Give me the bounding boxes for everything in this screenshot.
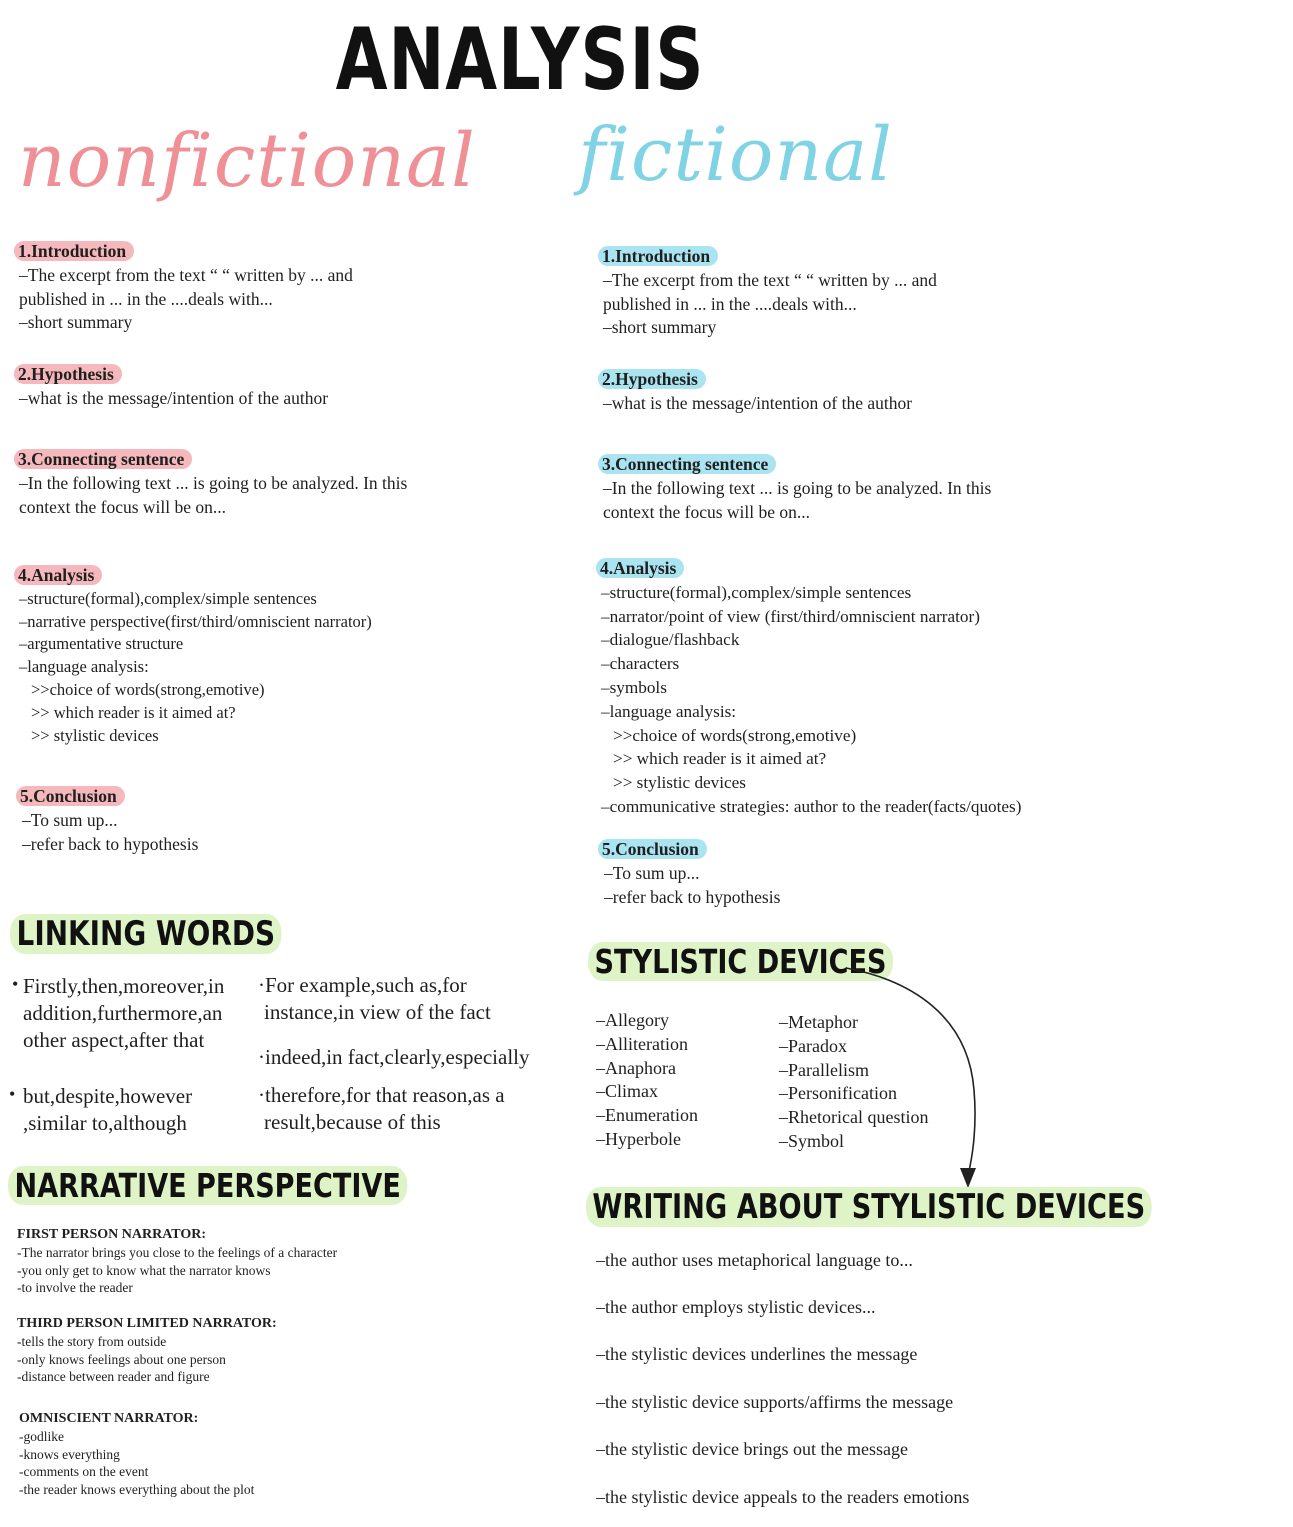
stylistic-devices-col1: [596, 1009, 698, 1152]
text-line: –short summary: [603, 317, 717, 338]
fic-introduction: [598, 245, 937, 340]
text-line: –In the following text ... is going to be analyzed. In this: [603, 477, 992, 498]
fic-hypothesis: [598, 368, 912, 416]
text-line: –refer back to hypothesis: [604, 886, 781, 907]
writing-about-title: WRITING ABOUT STYLISTIC DEVICES: [586, 1187, 1152, 1227]
text-line: –language analysis:: [19, 657, 149, 677]
section-label: 1.Introduction: [598, 246, 718, 266]
nonfictional-heading: nonfictional: [18, 118, 476, 204]
text-line: >>choice of words(strong,emotive): [613, 725, 857, 745]
device-item: –Parallelism: [779, 1059, 869, 1080]
device-item: –Symbol: [779, 1130, 845, 1151]
linking-group: [12, 973, 252, 1054]
nonfic-introduction: [14, 240, 353, 335]
fic-connecting-sentence: [598, 453, 991, 524]
text-line: >> which reader is it aimed at?: [31, 702, 236, 722]
text-line: addition,furthermore,an: [23, 1001, 223, 1025]
device-item: –Rhetorical question: [779, 1107, 929, 1128]
text-line: –the stylistic device brings out the message: [596, 1439, 908, 1459]
nonfic-connecting-sentence: [14, 448, 407, 519]
text-line: -comments on the event: [19, 1464, 149, 1480]
device-item: –Enumeration: [596, 1105, 698, 1126]
text-line: –the author employs stylistic devices...: [596, 1297, 876, 1317]
nonfic-hypothesis: [14, 363, 328, 411]
linking-words-col2: [258, 972, 558, 1136]
linking-words-col1: [9, 973, 252, 1137]
stylistic-devices-title: STYLISTIC DEVICES: [588, 942, 893, 981]
bullet: •: [9, 1084, 16, 1104]
text-line: -the reader knows everything about the plot: [19, 1482, 255, 1498]
writing-about-title-wrap: [586, 1187, 1293, 1227]
text-line: –The excerpt from the text “ “ written by ... and: [19, 264, 353, 285]
linking-group: [258, 1044, 558, 1071]
page-title: ANALYSIS: [335, 10, 705, 110]
fic-analysis: [596, 557, 1021, 819]
text-line: -distance between reader and figure: [17, 1369, 210, 1385]
text-line: –narrative perspective(first/third/omniscient narrator): [19, 611, 372, 631]
section-label: 5.Conclusion: [598, 839, 707, 859]
text-line: published in ... in the ....deals with...: [19, 288, 273, 309]
text-line: ,similar to,although: [23, 1111, 187, 1135]
section-label: 4.Analysis: [596, 558, 684, 578]
section-label: 2.Hypothesis: [598, 369, 706, 389]
text-line: >> stylistic devices: [613, 773, 746, 793]
narrative-perspective-title: NARRATIVE PERSPECTIVE: [8, 1166, 407, 1205]
narrative-perspective-title-wrap: [8, 1166, 495, 1205]
text-line: -knows everything: [19, 1446, 120, 1462]
text-line: ·indeed,in fact,clearly,especially: [258, 1045, 530, 1069]
text-line: –what is the message/intention of the author: [603, 392, 913, 413]
fictional-heading: fictional: [578, 112, 893, 198]
text-line: –the stylistic devices underlines the message: [596, 1344, 918, 1364]
device-item: –Metaphor: [779, 1012, 858, 1032]
text-line: >> which reader is it aimed at?: [613, 749, 827, 769]
text-line: –communicative strategies: author to the reader(facts/quotes): [601, 796, 1022, 816]
text-line: –refer back to hypothesis: [22, 833, 199, 854]
text-line: -The narrator brings you close to the feelings of a character: [17, 1244, 338, 1260]
text-line: Firstly,then,moreover,in: [23, 974, 225, 998]
curved-arrow-icon: [840, 960, 990, 1195]
section-label: 1.Introduction: [14, 241, 134, 261]
text-line: -tells the story from outside: [17, 1333, 167, 1349]
section-label: 4.Analysis: [14, 565, 102, 585]
linking-group: [9, 1083, 252, 1137]
np-third-person: [17, 1315, 277, 1386]
text-line: published in ... in the ....deals with...: [603, 293, 857, 314]
linking-words-title: LINKING WORDS: [10, 914, 282, 954]
text-line: –what is the message/intention of the author: [19, 387, 329, 408]
device-item: –Hyperbole: [596, 1128, 681, 1149]
device-item: –Personification: [779, 1083, 897, 1104]
np-head: THIRD PERSON LIMITED NARRATOR:: [17, 1316, 277, 1331]
device-item: –Paradox: [779, 1035, 847, 1056]
section-label: 3.Connecting sentence: [598, 454, 776, 474]
text-line: but,despite,however: [23, 1084, 193, 1108]
linking-words-title-wrap: [10, 914, 341, 954]
text-line: context the focus will be on...: [19, 496, 227, 517]
text-line: –the stylistic device supports/affirms the message: [596, 1392, 954, 1412]
device-item: –Allegory: [596, 1010, 669, 1030]
nonfic-conclusion: [16, 785, 198, 856]
text-line: other aspect,after that: [23, 1028, 205, 1052]
nonfic-analysis: [14, 565, 372, 747]
text-line: context the focus will be on...: [603, 501, 811, 522]
np-omniscient: [19, 1410, 254, 1499]
text-line: –dialogue/flashback: [601, 630, 740, 650]
text-line: –structure(formal),complex/simple sentences: [601, 582, 912, 602]
text-line: –short summary: [19, 312, 133, 333]
np-first-person: [17, 1226, 337, 1297]
np-head: OMNISCIENT NARRATOR:: [19, 1411, 199, 1426]
bullet: •: [12, 974, 19, 994]
section-label: 2.Hypothesis: [14, 364, 122, 384]
writing-about-list: [596, 1250, 1066, 1520]
text-line: -to involve the reader: [17, 1280, 133, 1296]
text-line: –language analysis:: [601, 701, 737, 721]
text-line: ·For example,such as,for: [258, 973, 467, 997]
text-line: –The excerpt from the text “ “ written by ... and: [603, 269, 937, 290]
text-line: >> stylistic devices: [31, 725, 159, 745]
text-line: -godlike: [19, 1428, 64, 1444]
linking-group: [258, 972, 558, 1026]
text-line: ·therefore,for that reason,as a: [258, 1083, 505, 1107]
text-line: –To sum up...: [604, 862, 700, 883]
text-line: >>choice of words(strong,emotive): [31, 679, 265, 699]
np-head: FIRST PERSON NARRATOR:: [17, 1227, 207, 1242]
text-line: –In the following text ... is going to be analyzed. In this: [19, 472, 408, 493]
device-item: –Climax: [596, 1081, 658, 1102]
section-label: 3.Connecting sentence: [14, 449, 192, 469]
device-item: –Alliteration: [596, 1033, 688, 1054]
section-label: 5.Conclusion: [16, 786, 125, 806]
text-line: result,because of this: [264, 1110, 441, 1134]
text-line: –the author uses metaphorical language to...: [596, 1250, 913, 1270]
text-line: -only knows feelings about one person: [17, 1351, 226, 1367]
fic-conclusion: [598, 838, 780, 909]
text-line: –symbols: [601, 677, 667, 697]
linking-group: [258, 1082, 558, 1136]
text-line: instance,in view of the fact: [264, 1000, 491, 1024]
text-line: –structure(formal),complex/simple sentences: [19, 588, 317, 608]
text-line: –To sum up...: [22, 809, 118, 830]
text-line: –argumentative structure: [19, 634, 184, 654]
text-line: –characters: [601, 654, 680, 674]
text-line: –the stylistic device appeals to the readers emotions: [596, 1487, 970, 1507]
text-line: -you only get to know what the narrator knows: [17, 1262, 271, 1278]
device-item: –Anaphora: [596, 1057, 676, 1078]
text-line: –narrator/point of view (first/third/omniscient narrator): [601, 606, 980, 626]
